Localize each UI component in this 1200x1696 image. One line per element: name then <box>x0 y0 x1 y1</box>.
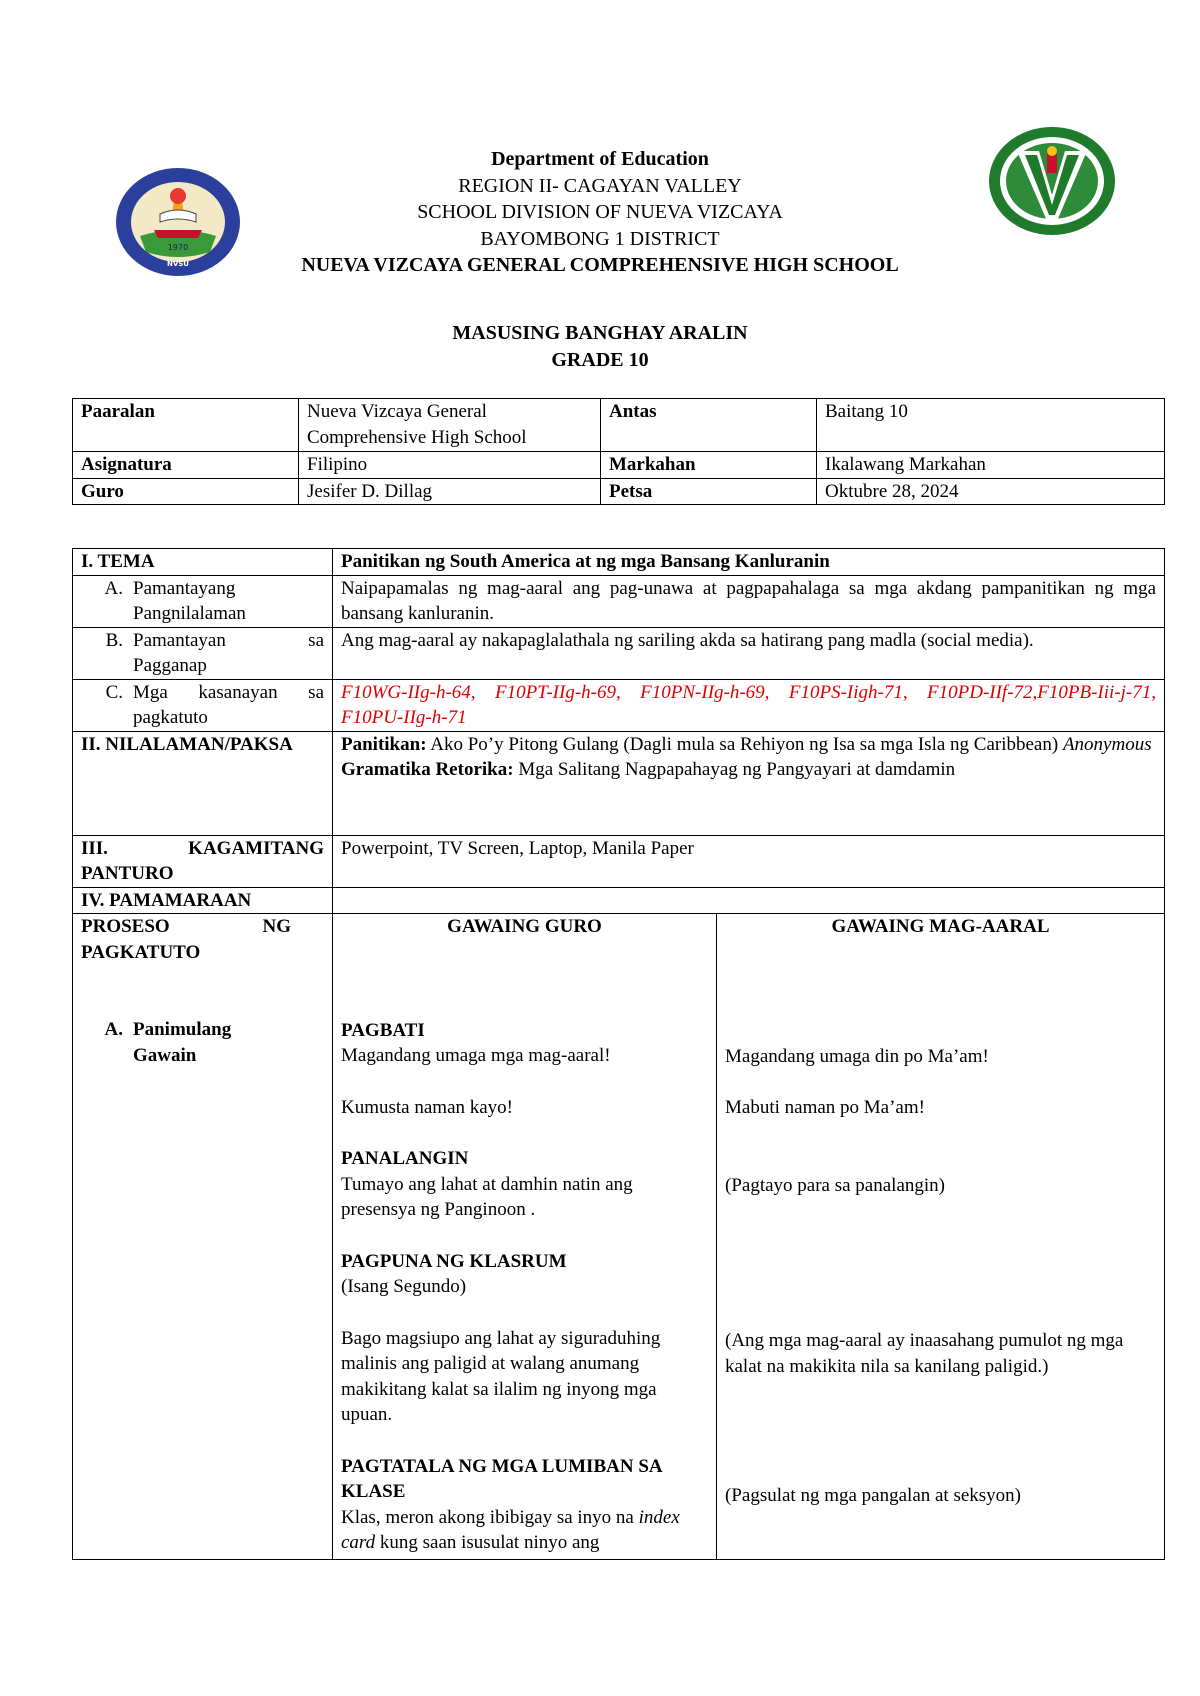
kasanayan-label: Mga kasanayan sa pagkatuto <box>133 681 324 728</box>
pagbati-heading: PAGBATI <box>341 1019 425 1041</box>
lumiban-student: (Pagsulat ng mga pangalan at seksyon) <box>725 1485 1022 1506</box>
panitikan-author: Anonymous <box>1062 733 1152 755</box>
lumiban-heading: PAGTATALA NG MGA LUMIBAN SA KLASE <box>341 1455 662 1502</box>
kagamitan-value: Powerpoint, TV Screen, Laptop, Manila Paper <box>333 835 1165 887</box>
panitikan-title: Ako Po’y Pitong Gulang (Dagli mula sa Rehiyon ng Isa sa mga Isla ng Caribbean) <box>430 733 1059 755</box>
school-name: NUEVA VIZCAYA GENERAL COMPREHENSIVE HIGH SCHOOL <box>301 254 899 276</box>
title-line-1: MASUSING BANGHAY ARALIN <box>452 322 748 344</box>
pamamaraan-empty <box>333 887 1165 914</box>
title-line-2: GRADE 10 <box>551 349 649 371</box>
pagbati-student: Magandang umaga din po Ma’am! <box>725 1045 989 1067</box>
list-letter: A. <box>104 577 123 599</box>
guro-label: Guro <box>73 478 299 505</box>
district-name: BAYOMBONG 1 DISTRICT <box>480 227 720 250</box>
antas-value: Baitang 10 <box>817 399 1165 452</box>
gawaing-guro-header: GAWAING GURO <box>447 916 602 937</box>
antas-label: Antas <box>601 399 817 452</box>
gawaing-guro-cell <box>333 914 717 1560</box>
table-row <box>73 731 1165 835</box>
table-row <box>73 627 1165 679</box>
letterhead <box>0 146 1200 279</box>
panalangin-teacher: Tumayo ang lahat at damhin natin ang presensya ng Panginoon . <box>341 1173 633 1220</box>
list-letter: C. <box>105 681 123 703</box>
guro-value: Jesifer D. Dillag <box>299 478 601 505</box>
panalangin-student: (Pagtayo para sa panalangin) <box>725 1174 945 1196</box>
gramatika-line <box>341 757 1156 783</box>
panitikan-label: Panitikan: <box>341 733 427 755</box>
logo-left-bottom: NVSU <box>166 260 190 268</box>
lumiban-teacher-em: index card <box>341 1506 680 1553</box>
lumiban-teacher-pre: Klas, meron akong ibibigay sa inyo na <box>341 1506 634 1528</box>
info-table <box>72 398 1165 505</box>
panitikan-line <box>341 732 1156 758</box>
klasrum-sub: (Isang Segundo) <box>341 1276 467 1297</box>
panalangin-heading: PANALANGIN <box>341 1148 469 1169</box>
klasrum-teacher: Bago magsiupo ang lahat ay siguraduhing malinis ang paligid at walang anumang makikitang kalat sa ilalim ng inyong mga upuan. <box>341 1327 661 1425</box>
kagamitan-label: III. KAGAMITANG PANTURO <box>73 835 333 887</box>
paaralan-value: Nueva Vizcaya General Comprehensive High School <box>299 399 601 452</box>
lumiban-teacher-post: kung saan isusulat ninyo ang <box>379 1532 600 1553</box>
proseso-cell <box>73 914 333 1560</box>
table-row <box>73 679 1165 731</box>
logo-left-year: 1970 <box>167 243 189 252</box>
pamantayan-pagganap-label: Pamantayan sa Pagganap <box>133 629 324 676</box>
markahan-value: Ikalawang Markahan <box>817 452 1165 479</box>
table-row <box>73 835 1165 887</box>
paaralan-label: Paaralan <box>73 399 299 452</box>
asignatura-value: Filipino <box>299 452 601 479</box>
gramatika-label: Gramatika Retorika: <box>341 759 514 780</box>
pamantayan-pagganap-value: Ang mag-aaral ay nakapaglalathala ng sariling akda sa hatirang pang madla (social media). <box>333 627 1165 679</box>
pamantayang-pangnilalaman-cell <box>73 575 333 627</box>
klasrum-student: (Ang mga mag-aaral ay inaasahang pumulot ng mga kalat na makikita nila sa kanilang paligid.) <box>725 1330 1124 1377</box>
tema-value: Panitikan ng South America at ng mga Bansang Kanluranin <box>333 549 1165 576</box>
markahan-label: Markahan <box>601 452 817 479</box>
table-row <box>73 575 1165 627</box>
list-letter: B. <box>105 629 123 651</box>
petsa-label: Petsa <box>601 478 817 505</box>
gawaing-mag-aaral-header: GAWAING MAG-AARAL <box>831 916 1050 937</box>
table-row <box>73 914 1165 1560</box>
pamantayan-pagganap-cell <box>73 627 333 679</box>
pagbati-teacher: Magandang umaga mga mag-aaral! <box>341 1045 611 1066</box>
nilalaman-label: II. NILALAMAN/PAKSA <box>73 731 333 835</box>
pamantayang-pangnilalaman-value: Naipapamalas ng mag-aaral ang pag-unawa at pagpapahalaga sa mga akdang pampanitikan ng mga bansang kanluranin. <box>333 575 1165 627</box>
tema-label: I. TEMA <box>73 549 333 576</box>
gramatika-value: Mga Salitang Nagpapahayag ng Pangyayari at damdamin <box>518 759 956 780</box>
gawaing-mag-aaral-cell <box>717 914 1165 1560</box>
kumusta-teacher: Kumusta naman kayo! <box>341 1096 514 1118</box>
kasanayan-codes: F10WG-IIg-h-64, F10PT-IIg-h-69, F10PN-IIg-h-69, F10PS-Iigh-71, F10PD-IIf-72,F10PB-Iii-j-71, F10PU-IIg-h-71 <box>333 679 1165 731</box>
table-row <box>73 887 1165 914</box>
kasanayan-cell <box>73 679 333 731</box>
department-name: Department of Education <box>491 148 709 170</box>
division-name: SCHOOL DIVISION OF NUEVA VIZCAYA <box>417 201 783 223</box>
table-row <box>73 478 1165 505</box>
pamantayang-pangnilalaman-label: Pamantayang Pangnilalaman <box>133 577 246 624</box>
panimulang-gawain-label: Panimulang Gawain <box>133 1019 232 1066</box>
proseso-label: PROSESO NG PAGKATUTO <box>81 916 291 963</box>
table-row <box>73 549 1165 576</box>
nilalaman-value <box>333 731 1165 835</box>
lesson-plan-table <box>72 548 1165 1560</box>
pamamaraan-label: IV. PAMAMARAAN <box>73 887 333 914</box>
table-row <box>73 399 1165 452</box>
region-name: REGION II- CAGAYAN VALLEY <box>458 174 742 197</box>
petsa-value: Oktubre 28, 2024 <box>817 478 1165 505</box>
asignatura-label: Asignatura <box>73 452 299 479</box>
kumusta-student: Mabuti naman po Ma’am! <box>725 1097 925 1118</box>
klasrum-heading: PAGPUNA NG KLASRUM <box>341 1250 567 1272</box>
list-letter: A. <box>104 1019 123 1040</box>
lumiban-teacher <box>341 1505 708 1556</box>
table-row <box>73 452 1165 479</box>
document-title <box>0 320 1200 374</box>
